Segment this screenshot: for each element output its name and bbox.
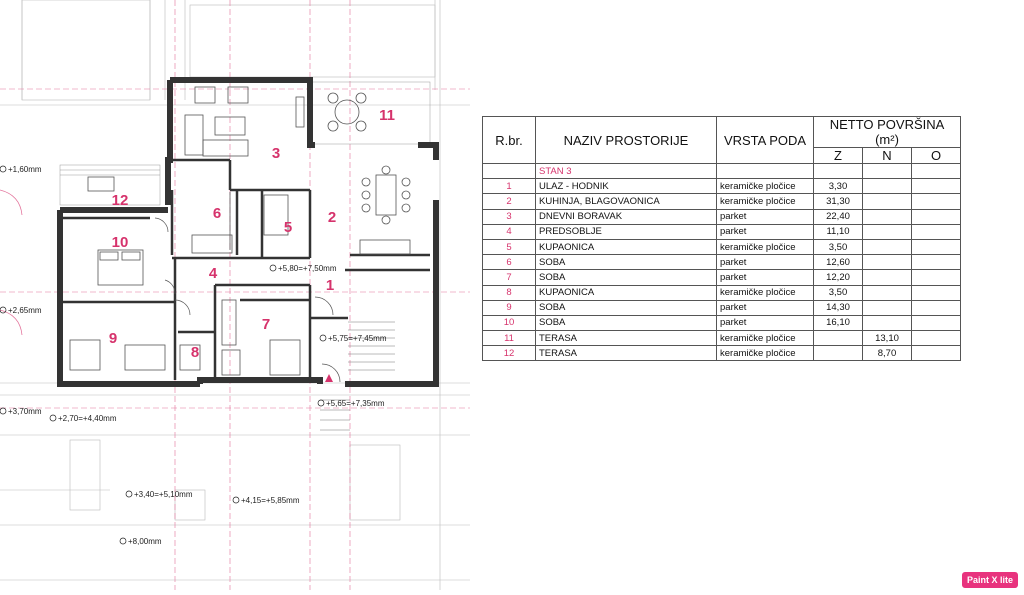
floor-type: parket (717, 270, 814, 285)
level-mark-label: +2,65mm (8, 306, 42, 315)
table-row (483, 239, 961, 254)
floor-type: parket (717, 315, 814, 330)
table-row (483, 315, 961, 330)
table-row (483, 270, 961, 285)
table-header-row (483, 117, 961, 148)
area-z: 3,50 (814, 285, 863, 300)
header-room-name: NAZIV PROSTORIJE (536, 117, 717, 164)
level-mark-label: +1,60mm (8, 165, 42, 174)
room-number-label: 9 (108, 330, 118, 347)
room-name: ULAZ - HODNIK (536, 179, 717, 194)
level-marker-icon (0, 408, 6, 414)
level-mark-label: +5,65=+7,35mm (326, 399, 385, 408)
header-o: O (912, 148, 961, 164)
row-number: 9 (483, 300, 536, 315)
floor-type: keramičke pločice (717, 331, 814, 346)
room-number-label: 1 (325, 277, 335, 294)
floor-type: keramičke pločice (717, 346, 814, 361)
row-number: 5 (483, 239, 536, 254)
area-z: 31,30 (814, 194, 863, 209)
area-o (912, 209, 961, 224)
header-z: Z (814, 148, 863, 164)
area-z: 22,40 (814, 209, 863, 224)
table-row (483, 255, 961, 270)
room-name: TERASA (536, 346, 717, 361)
area-z: 16,10 (814, 315, 863, 330)
floor-type: parket (717, 300, 814, 315)
floor-type: keramičke pločice (717, 179, 814, 194)
room-name: SOBA (536, 270, 717, 285)
room-name: SOBA (536, 300, 717, 315)
area-o (912, 194, 961, 209)
room-name: SOBA (536, 315, 717, 330)
area-n (863, 300, 912, 315)
room-area-table (482, 116, 961, 361)
level-marker-icon (50, 415, 56, 421)
room-number-label: 11 (379, 107, 395, 124)
row-number: 7 (483, 270, 536, 285)
area-n (863, 270, 912, 285)
table-row (483, 300, 961, 315)
room-number-label: 4 (208, 265, 218, 282)
level-mark-label: +5,75=+7,45mm (328, 334, 387, 343)
level-marker-icon (126, 491, 132, 497)
level-mark-label: +3,70mm (8, 407, 42, 416)
area-o (912, 285, 961, 300)
room-name: DNEVNI BORAVAK (536, 209, 717, 224)
area-n (863, 209, 912, 224)
room-number-label: 12 (111, 192, 129, 209)
floor-type: parket (717, 224, 814, 239)
room-name: TERASA (536, 331, 717, 346)
room-numbers (109, 107, 395, 361)
area-n (863, 224, 912, 239)
floor-type: keramičke pločice (717, 285, 814, 300)
level-mark-label: +5,80=+7,50mm (278, 264, 337, 273)
room-name: KUHINJA, BLAGOVAONICA (536, 194, 717, 209)
row-number: 10 (483, 315, 536, 330)
floor-type: keramičke pločice (717, 239, 814, 254)
room-number-label: 7 (261, 316, 271, 333)
watermark-badge: Paint X lite (962, 572, 1018, 588)
area-n (863, 255, 912, 270)
table-row (483, 346, 961, 361)
header-n: N (863, 148, 912, 164)
table-row (483, 285, 961, 300)
area-n (863, 285, 912, 300)
area-z (814, 331, 863, 346)
table-row (483, 179, 961, 194)
area-o (912, 300, 961, 315)
area-n: 13,10 (863, 331, 912, 346)
level-marker-icon (0, 166, 6, 172)
area-n (863, 239, 912, 254)
room-name: PREDSOBLJE (536, 224, 717, 239)
level-mark-label: +3,40=+5,10mm (134, 490, 193, 499)
area-z: 12,60 (814, 255, 863, 270)
row-number: 8 (483, 285, 536, 300)
floor-type: keramičke pločice (717, 194, 814, 209)
table-row (483, 209, 961, 224)
floor-type: parket (717, 209, 814, 224)
room-number-label: 6 (212, 205, 222, 222)
room-number-label: 8 (190, 344, 200, 361)
level-marker-icon (270, 265, 276, 271)
area-z: 14,30 (814, 300, 863, 315)
floor-plan (0, 0, 470, 595)
table-row (483, 194, 961, 209)
room-number-label: 5 (283, 219, 293, 236)
room-name: KUPAONICA (536, 239, 717, 254)
room-name: SOBA (536, 255, 717, 270)
room-number-label: 3 (271, 145, 281, 162)
level-mark-label: +2,70=+4,40mm (58, 414, 117, 423)
area-z: 3,30 (814, 179, 863, 194)
header-net-area: NETTO POVRŠINA (m²) (814, 117, 961, 148)
row-number: 12 (483, 346, 536, 361)
header-floor-type: VRSTA PODA (717, 117, 814, 164)
area-o (912, 315, 961, 330)
section-row (483, 164, 961, 179)
area-o (912, 270, 961, 285)
level-marker-icon (233, 497, 239, 503)
area-n (863, 315, 912, 330)
level-marker-icon (320, 335, 326, 341)
row-number: 6 (483, 255, 536, 270)
room-name: KUPAONICA (536, 285, 717, 300)
area-n: 8,70 (863, 346, 912, 361)
row-number: 4 (483, 224, 536, 239)
level-marker-icon (318, 400, 324, 406)
row-number: 11 (483, 331, 536, 346)
room-number-label: 10 (111, 234, 129, 251)
area-z: 12,20 (814, 270, 863, 285)
area-o (912, 255, 961, 270)
table-row (483, 331, 961, 346)
area-o (912, 346, 961, 361)
area-o (912, 224, 961, 239)
row-number: 3 (483, 209, 536, 224)
area-n (863, 194, 912, 209)
section-label: STAN 3 (536, 164, 717, 179)
level-mark-label: +4,15=+5,85mm (241, 496, 300, 505)
level-mark-label: +8,00mm (128, 537, 162, 546)
floor-type: parket (717, 255, 814, 270)
row-number: 1 (483, 179, 536, 194)
row-number: 2 (483, 194, 536, 209)
level-marker-icon (120, 538, 126, 544)
area-z: 3,50 (814, 239, 863, 254)
area-z (814, 346, 863, 361)
area-o (912, 179, 961, 194)
area-n (863, 179, 912, 194)
header-rbr: R.br. (483, 117, 536, 164)
area-o (912, 239, 961, 254)
area-o (912, 331, 961, 346)
room-number-label: 2 (327, 209, 337, 226)
table-row (483, 224, 961, 239)
area-z: 11,10 (814, 224, 863, 239)
